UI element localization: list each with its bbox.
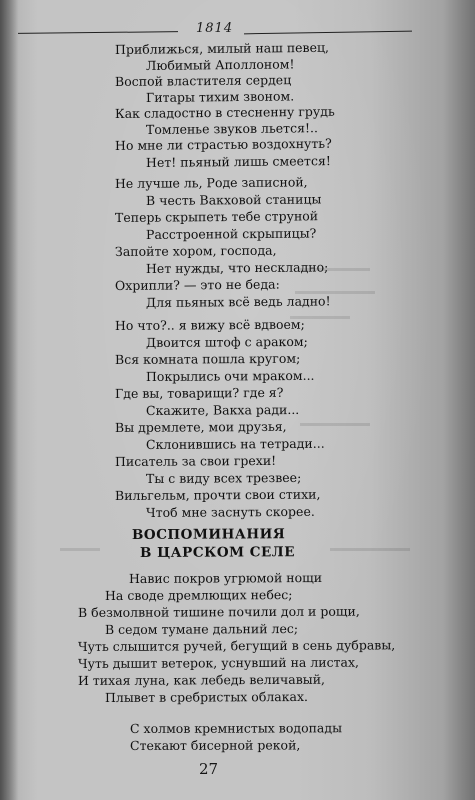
- poem-line: Чуть слышится ручей, бегущий в сень дубравы,: [77, 637, 396, 654]
- poem-line: Писатель за свои грехи!: [114, 452, 277, 469]
- poem-line: Но что?.. я вижу всё вдвоем;: [114, 316, 305, 333]
- poem-line: Чтоб мне заснуть скорее.: [145, 503, 315, 520]
- poem-line: В седом тумане дальний лес;: [104, 620, 299, 637]
- poem-line: Где вы, товарищи? где я?: [114, 384, 284, 401]
- page-number: 27: [199, 760, 219, 778]
- poem-line: Вильгельм, прочти свои стихи,: [114, 486, 321, 503]
- header-year: 1814: [196, 21, 234, 36]
- poem-line: В честь Вакховой станицы: [145, 191, 322, 208]
- poem-line: Вы дремлете, мои друзья,: [114, 418, 287, 435]
- poem-line: Приближься, милый наш певец,: [114, 39, 330, 57]
- poem-line: Охрипли? — это не беда:: [114, 276, 280, 293]
- poem-title-line-1: ВОСПОМИНАНИЯ: [131, 526, 286, 543]
- poem-line: Ты с виду всех трезвее;: [145, 469, 302, 486]
- poem-line: Двоится штоф с араком;: [145, 333, 308, 350]
- poem-line: Чуть дышит ветерок, уснувший на листах,: [77, 654, 360, 671]
- poem-line: И тихая луна, как лебедь величавый,: [77, 671, 326, 688]
- poem-line: Но мне ли страстью воздохнуть?: [114, 135, 332, 153]
- poem-line: Для пьяных всё ведь ладно!: [145, 293, 331, 310]
- poem-line: Навис покров угрюмой нощи: [128, 569, 323, 586]
- poem-line: Гитары тихим звоном.: [145, 88, 295, 105]
- poem-line: Плывет в сребристых облаках.: [104, 688, 309, 705]
- poem-line: Запойте хором, господа,: [114, 242, 277, 259]
- poem-line: С холмов кремнистых водопады: [129, 720, 343, 736]
- poem-line: Покрылись очи мраком...: [145, 367, 315, 384]
- poem-line: Не лучше ль, Роде записной,: [114, 174, 308, 191]
- poem-line: Воспой властителя сердец: [114, 72, 292, 89]
- poem-line: Скажите, Вакха ради...: [145, 401, 300, 418]
- poem-line: Стекают бисерной рекой,: [129, 737, 301, 753]
- poem-line: В безмолвной тишине почили дол и рощи,: [77, 603, 360, 620]
- poem-line: Нет! пьяный лишь смеется!: [145, 153, 331, 170]
- poem-title-line-2: В ЦАРСКОМ СЕЛЕ: [139, 544, 296, 561]
- poem-line: Как сладостно в стесненну грудь: [114, 103, 335, 121]
- poem-line: Расстроенной скрыпицы?: [145, 225, 317, 242]
- poem-line: Любимый Аполлоном!: [145, 56, 295, 73]
- poem-line: На своде дремлющих небес;: [104, 587, 293, 603]
- poem-line: Вся комната пошла кругом;: [114, 350, 301, 367]
- poem-line: Томленье звуков льется!..: [145, 120, 318, 137]
- poem-line: Склонившись на тетради...: [145, 435, 325, 452]
- poem-line: Нет нужды, что нескладно;: [145, 259, 329, 276]
- poem-line: Теперь скрыпеть тебе струной: [114, 208, 319, 225]
